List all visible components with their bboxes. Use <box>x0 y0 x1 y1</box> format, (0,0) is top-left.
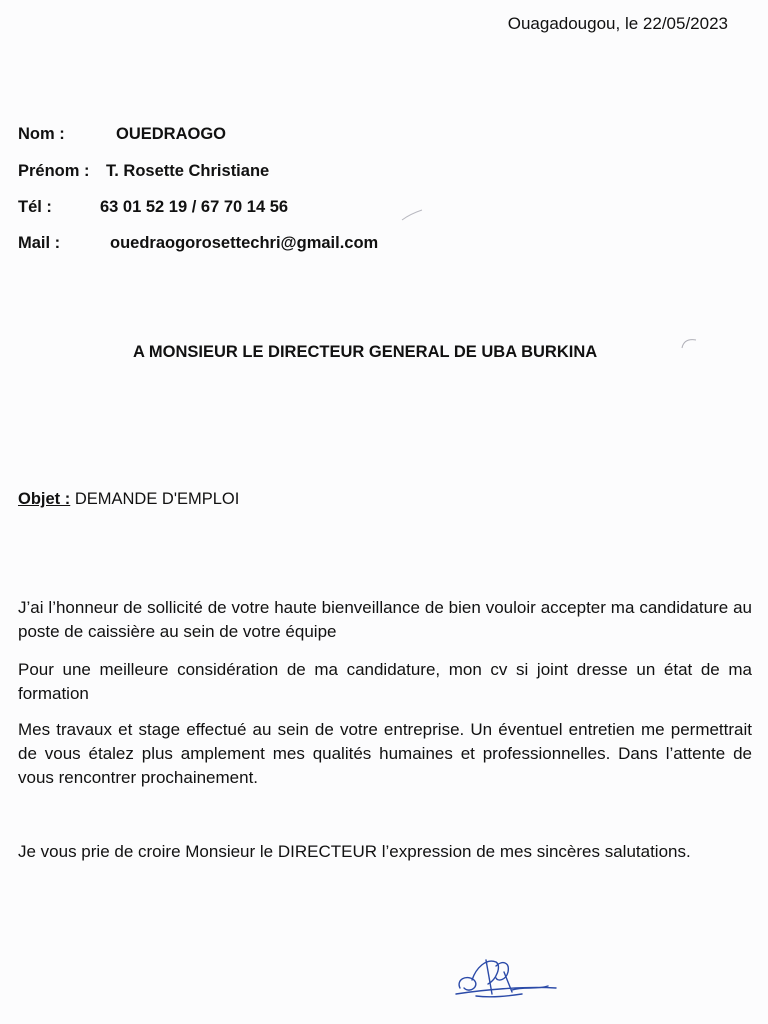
body-paragraph-1: J’ai l’honneur de sollicité de votre haute bienveillance de bien vouloir accepter ma candidature au poste de caissière au sein de votre équipe <box>18 598 752 641</box>
pencil-mark-icon <box>680 336 698 350</box>
pen-stroke-icon <box>400 208 424 222</box>
handwritten-signature <box>452 950 572 1010</box>
subject-line <box>18 490 239 509</box>
phone-value: 63 01 52 19 / 67 70 14 56 <box>100 198 289 216</box>
firstname-label: Prénom : <box>18 162 90 180</box>
name-label: Nom : <box>18 125 65 143</box>
sender-email-row <box>18 234 379 253</box>
email-label: Mail : <box>18 234 61 252</box>
name-value: OUEDRAOGO <box>116 125 227 143</box>
body-paragraph-3: Mes travaux et stage effectué au sein de votre entreprise. Un éventuel entretien me permettrait de vous étalez plus amplement mes qualités humaines et professionnelles. Dans l’attente de vous rencontrer prochainement. <box>18 720 752 787</box>
recipient-heading: A MONSIEUR LE DIRECTEUR GENERAL DE UBA BURKINA <box>133 343 598 361</box>
body-paragraph-2: Pour une meilleure considération de ma candidature, mon cv si joint dresse un état de ma formation <box>18 660 752 703</box>
subject-label: Objet : <box>18 490 71 508</box>
date-line: Ouagadougou, le 22/05/2023 <box>507 14 728 33</box>
sender-phone-row <box>18 198 289 217</box>
closing-paragraph: Je vous prie de croire Monsieur le DIRECTEUR l’expression de mes sincères salutations. <box>18 842 691 861</box>
email-value: ouedraogorosettechri@gmail.com <box>110 234 379 252</box>
sender-firstname-row <box>18 162 270 181</box>
phone-label: Tél : <box>18 198 52 216</box>
firstname-value: T. Rosette Christiane <box>106 162 270 180</box>
sender-name-row <box>18 125 227 144</box>
subject-value: DEMANDE D'EMPLOI <box>74 490 240 508</box>
